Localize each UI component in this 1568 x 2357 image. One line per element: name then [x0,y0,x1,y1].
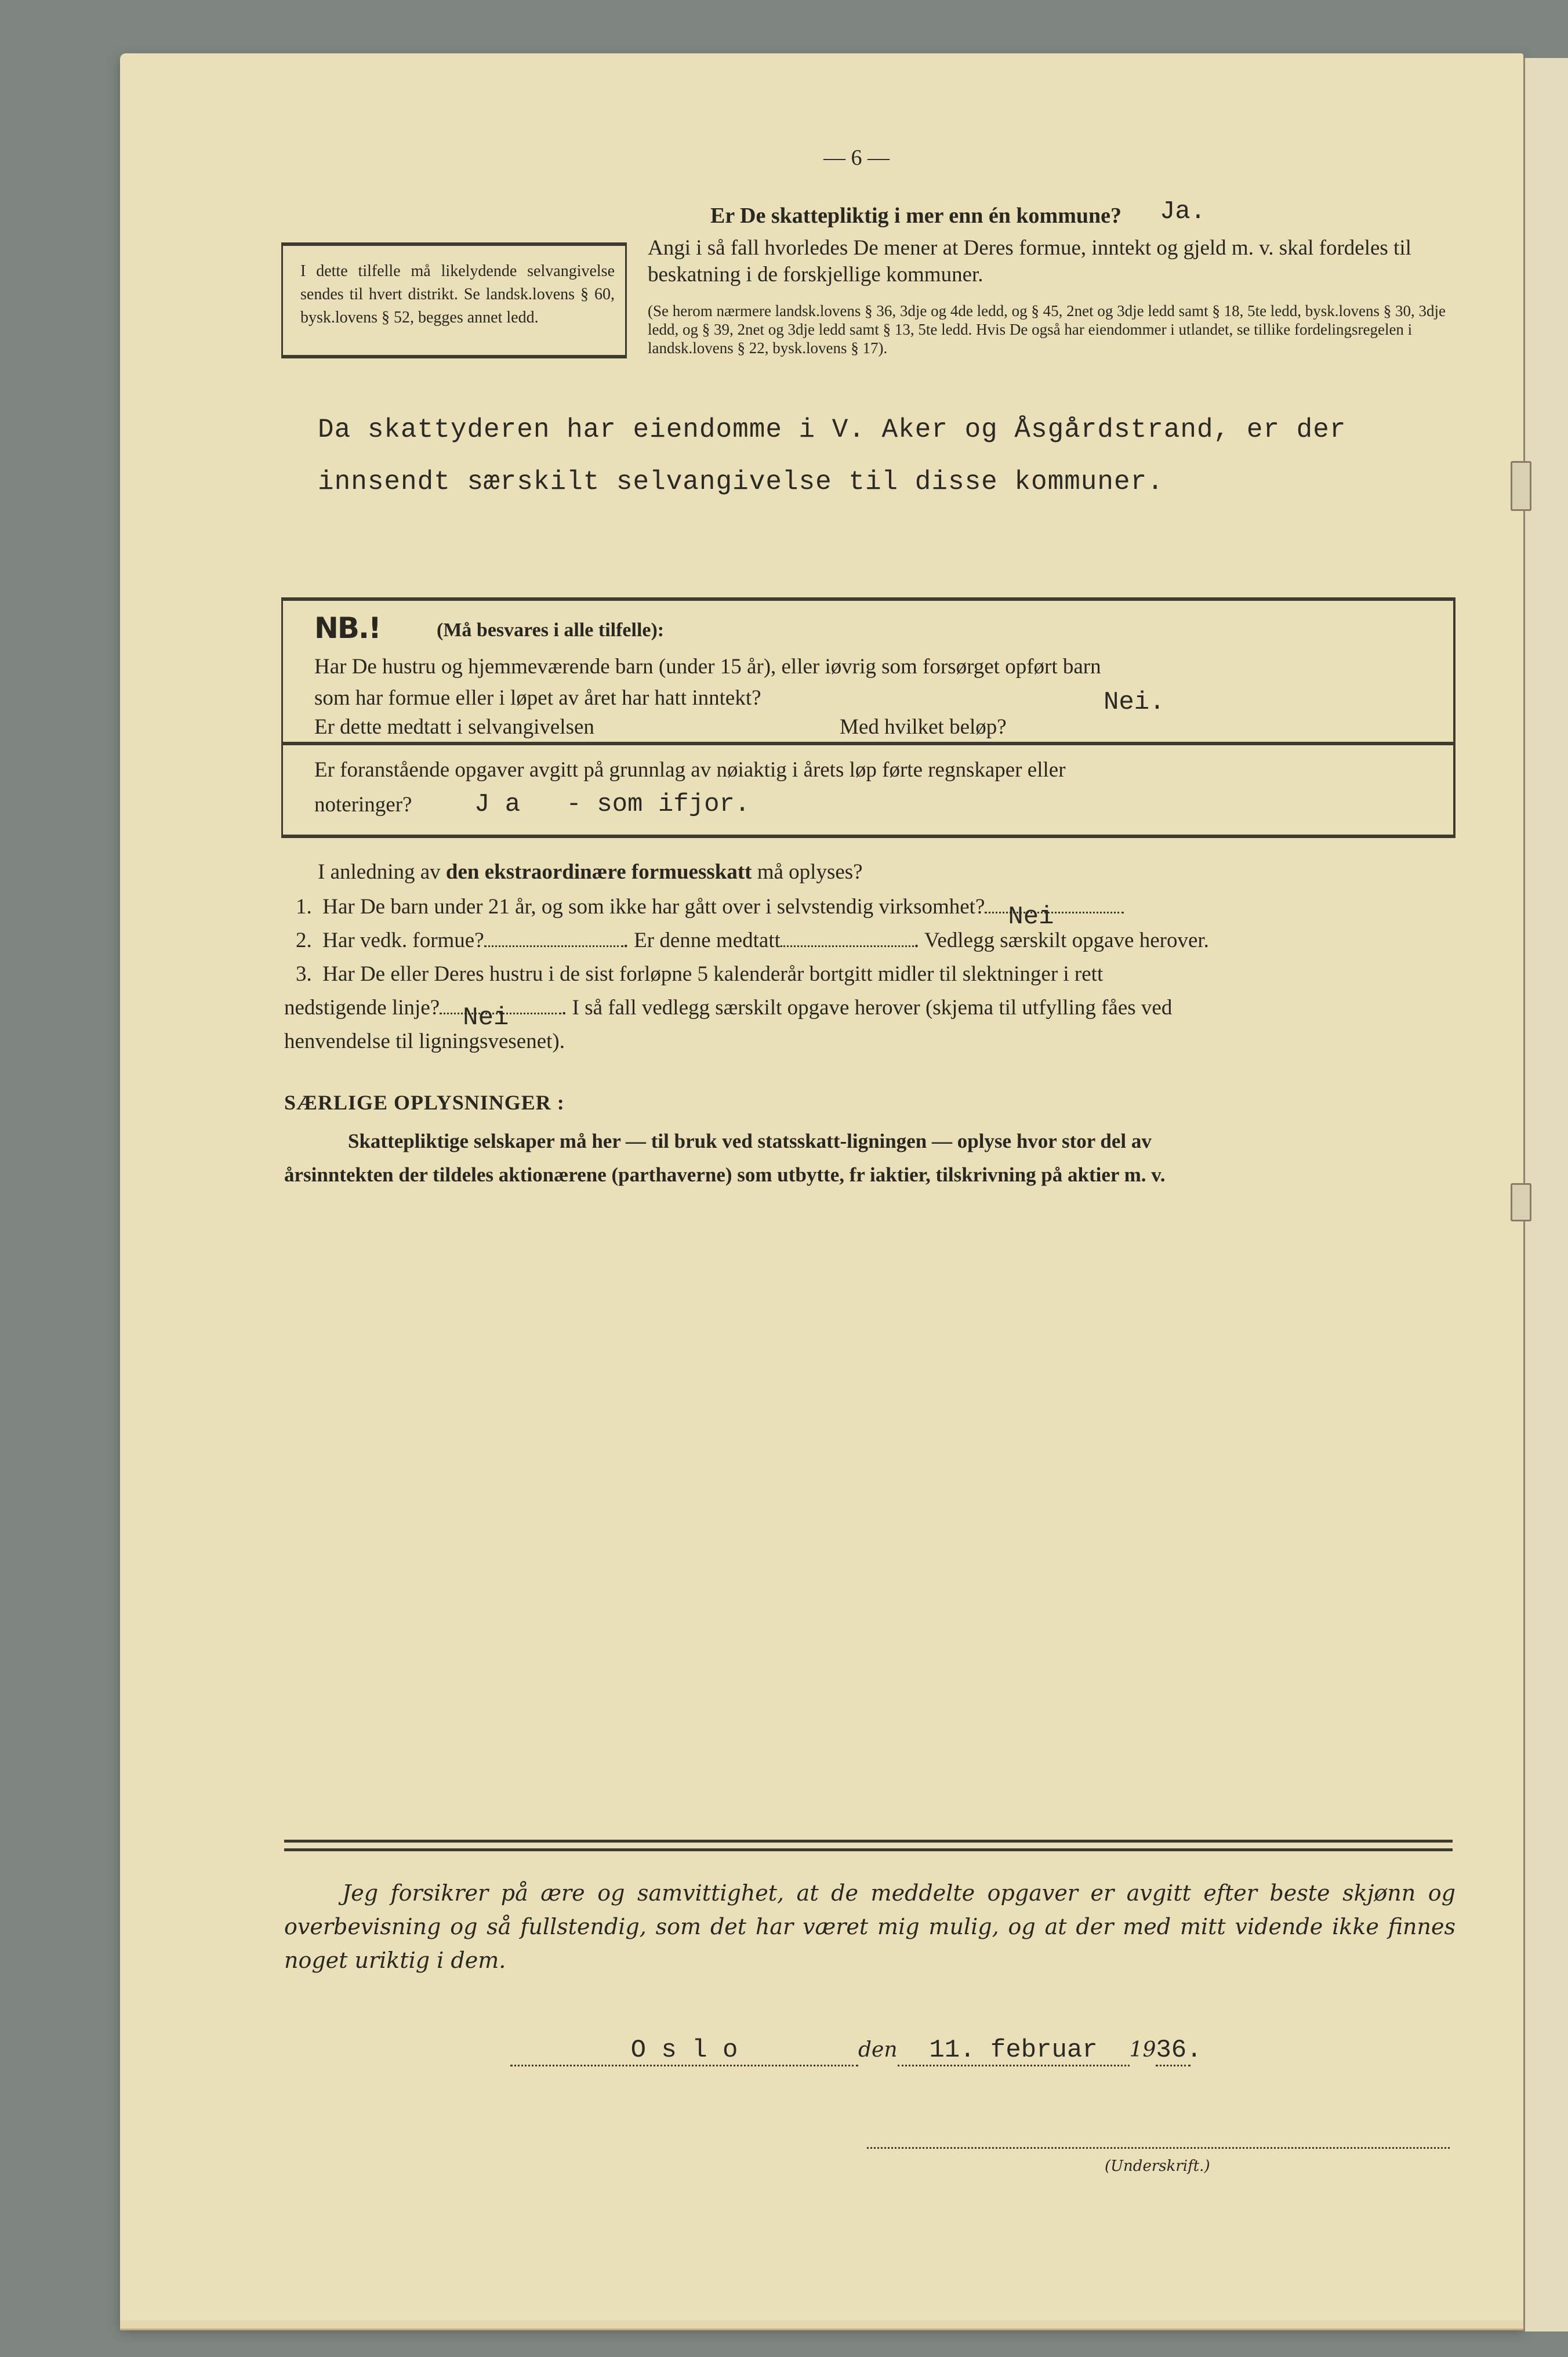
nb-title: NB.! [314,611,380,645]
signature-field[interactable] [867,2147,1450,2149]
nb-box-divider [283,742,1453,745]
intro-end: må oplyses? [757,860,863,884]
item-text-b: . I så fall vedlegg særskilt opgave herover (skjema til utfylling fåes ved [561,996,1173,1020]
item-text-b: . Er denne medtatt [623,929,781,952]
nb-question-3: Med hvilket beløp? [840,715,1007,739]
staple-top [1511,461,1531,511]
nb-question-1-line-2: som har formue eller i løpet av året har hatt inntekt? [314,686,761,710]
special-info-line-2: årsinntekten der tildeles aktionærene (parthaverne) som utbytte, fr iaktier, tilskrivning på aktier m. v. [284,1163,1166,1186]
question-item-3-line-1 [296,962,1453,987]
item-number: 2. [296,929,312,952]
divider-rule-bottom [284,1848,1453,1851]
item-text-a: nedstigende linje? [284,996,440,1020]
nb-question-1-line-1: Har De hustru og hjemmeværende barn (under 15 år), eller iøvrig som forsørget opført barn [314,655,1101,679]
item-text: Har De barn under 21 år, og som ikke har gått over i selvstendig virksomhet? [322,895,985,919]
place[interactable]: O s l o [630,2036,738,2065]
item-text-c: . Vedlegg særskilt opgave herover. [913,929,1209,952]
page-number: — 6 — [823,146,890,170]
nb-question-4-line-2: noteringer? [314,793,412,817]
allocation-instruction: Angi i så fall hvorledes De mener at Deres formue, inntekt og gjeld m. v. skal fordeles til beskatning i de forskjellige kommuner. [648,236,1411,287]
nb-question-2: Er dette medtatt i selvangivelsen [314,715,594,739]
nb-question-4-answer[interactable]: J a - som ifjor. [474,790,750,819]
answer-1[interactable]: Nei [1008,902,1054,931]
answer-field-2a[interactable] [484,945,623,947]
answer-field-3[interactable] [440,1003,561,1032]
answer-multiple-municipalities[interactable]: Ja. [1160,197,1206,226]
allocation-legal-reference: (Se herom nærmere landsk.lovens § 36, 3dje og 4de ledd, og § 45, 2net og 3dje ledd samt § 18, 5te ledd, bysk.lovens § 30, 3dje ledd, og § 39, 2net og 3dje ledd samt § 13, 5te ledd. Hvis De også har eiendommer i utlandet, se tillike fordelingsregelen i landsk.lovens § 22, bysk.lovens § 17). [648,302,1446,357]
place-date-line [510,2036,1202,2066]
year-field[interactable] [1156,2036,1202,2066]
item-text-line-1: Har De eller Deres hustru i de sist forløpne 5 kalenderår bortgitt midler til slektninger i rett [322,962,1104,986]
item-number: 1. [296,895,312,919]
item-number: 3. [296,962,312,986]
year[interactable]: 36. [1156,2036,1202,2065]
question-item-2 [296,928,1453,953]
year-century: 19 [1129,2038,1156,2062]
nb-subtitle: (Må besvares i alle tilfelle): [437,619,665,641]
note-box [281,242,627,358]
date[interactable]: 11. februar [929,2036,1098,2065]
special-info-line-1: Skattepliktige selskaper må her — til bruk ved statsskatt-ligningen — oplyse hvor stor del av [348,1130,1152,1152]
typed-statement-line-1[interactable]: Da skattyderen har eiendomme i V. Aker og Åsgårdstrand, er der [318,415,1346,445]
item-text-a: Har vedk. formue? [322,929,484,952]
question-item-3-line-3: henvendelse til ligningsvesenet). [284,1029,565,1053]
question-item-3-line-2 [284,995,1441,1032]
answer-3[interactable]: Nei [463,1003,509,1032]
staple-bottom [1511,1183,1531,1221]
declaration-text: Jeg forsikrer på ære og samvittighet, at de meddelte opgaver er avgitt efter beste skjønn og overbevisning og så fullstendig, som det har været mig mulig, og at der med mitt vidende ikke finnes noget uriktig i dem. [284,1880,1456,1973]
answer-field-2b[interactable] [781,945,914,947]
typed-statement-line-2[interactable]: innsendt særskilt selvangivelse til disse kommuner. [318,467,1164,497]
signature-label: (Underskrift.) [1105,2157,1210,2175]
answer-field-1[interactable] [985,902,1124,931]
nb-question-4-line-1: Er foranstående opgaver avgitt på grunnlag av nøiaktig i årets løp førte regnskaper eller [314,758,1066,782]
intro-bold: den ekstraordinære formuesskatt [445,860,752,884]
document-page [120,53,1523,2327]
date-field[interactable] [898,2036,1130,2066]
intro-plain: I anledning av [318,860,441,884]
question-item-1 [296,894,1453,931]
den-label: den [858,2038,898,2062]
special-info-heading: SÆRLIGE OPLYSNINGER : [284,1091,565,1114]
nb-box [281,597,1456,838]
question-multiple-municipalities: Er De skattepliktig i mer enn én kommune? [710,204,1121,228]
note-box-text: I dette tilfelle må likelydende selvangivelse sendes til hvert distrikt. Se landsk.lovens § 60, bysk.lovens § 52, begges annet ledd. [300,262,615,327]
divider-rule-top [284,1840,1453,1843]
nb-question-1-answer[interactable]: Nei. [1104,688,1165,717]
place-field[interactable] [510,2036,858,2066]
extraordinary-tax-intro [318,860,863,884]
